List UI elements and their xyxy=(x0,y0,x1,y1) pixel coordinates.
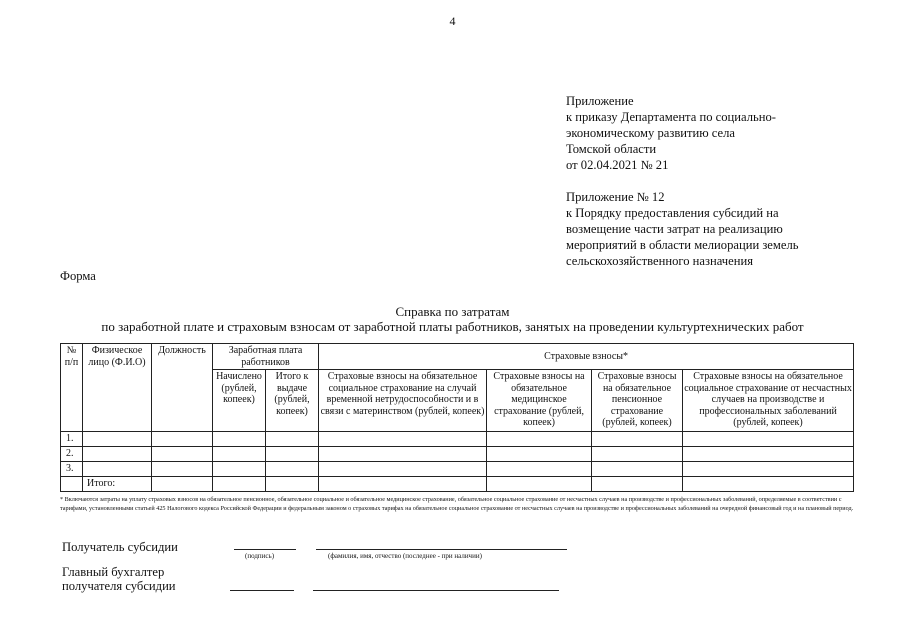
table-cell xyxy=(213,447,266,462)
table-cell xyxy=(487,462,592,477)
table-row xyxy=(61,432,854,447)
appendix-procedure-block xyxy=(566,189,798,269)
subheader-temp-disability: Страховые взносы на обязательное социальное страхование на случай временной нетрудоспособности и в связи с материнством (рублей, копеек) xyxy=(319,370,487,432)
table-cell xyxy=(266,432,319,447)
table-cell xyxy=(213,432,266,447)
row-number: 3. xyxy=(61,462,83,477)
table-cell xyxy=(592,447,683,462)
appendix-order-line: к приказу Департамента по социально- xyxy=(566,110,776,124)
table-cell xyxy=(266,447,319,462)
table-row xyxy=(61,447,854,462)
table-cell xyxy=(152,477,213,492)
footnote: * Включаются затраты на уплату страховых взносов на обязательное пенсионное, обязательное социальное и обязательное медицинское страхование, обязательное социальное страхование от несчастных случаев на производстве и профессиональных заболеваний, определяемые в соответствии с тарифами, установленными статьей 425 Налогового кодекса Российской Федерации и федеральным законом о страховых тарифах на обязательное социальное страхование от несчастных случаев на производстве и профессиональных заболеваний на очередной финансовый год и на плановый период. xyxy=(60,496,854,512)
recipient-name-line xyxy=(316,549,567,550)
table-cell xyxy=(213,477,266,492)
appendix-order-block xyxy=(566,93,776,173)
table-cell xyxy=(152,462,213,477)
appendix-order-line: Приложение xyxy=(566,94,634,108)
table-cell xyxy=(319,462,487,477)
appendix-order-line: экономическому развитию села xyxy=(566,126,736,140)
table-cell xyxy=(266,477,319,492)
table-cell xyxy=(683,447,854,462)
table-cell xyxy=(592,477,683,492)
name-caption: (фамилия, имя, отчество (последнее - при наличии) xyxy=(328,552,482,560)
table-cell xyxy=(83,462,152,477)
table-cell xyxy=(683,477,854,492)
appendix-procedure-line: Приложение № 12 xyxy=(566,190,665,204)
table-cell xyxy=(83,447,152,462)
table-cell xyxy=(319,447,487,462)
appendix-procedure-line: сельскохозяйственного назначения xyxy=(566,254,753,268)
document-title: Справка по затратам xyxy=(395,304,510,319)
table-cell xyxy=(592,462,683,477)
appendix-procedure-line: возмещение части затрат на реализацию xyxy=(566,222,783,236)
row-number: 2. xyxy=(61,447,83,462)
row-number: 1. xyxy=(61,432,83,447)
appendix-order-line: Томской области xyxy=(566,142,657,156)
subheader-accrued: Начислено (рублей, копеек) xyxy=(213,370,266,432)
table-cell xyxy=(319,432,487,447)
accountant-signature-line xyxy=(230,590,294,591)
header-salary: Заработная плата работников xyxy=(213,344,319,370)
expenses-table xyxy=(60,343,854,492)
accountant-label-line1: Главный бухгалтер xyxy=(62,565,165,579)
appendix-procedure-line: мероприятий в области мелиорации земель xyxy=(566,238,799,252)
subheader-pension: Страховые взносы на обязательное пенсионное страхование (рублей, копеек) xyxy=(592,370,683,432)
table-row xyxy=(61,462,854,477)
header-person: Физическое лицо (Ф.И.О) xyxy=(83,344,152,432)
recipient-signature-line xyxy=(234,549,296,550)
header-insurance: Страховые взносы* xyxy=(319,344,854,370)
table-cell xyxy=(83,432,152,447)
table-cell xyxy=(683,462,854,477)
subheader-medical: Страховые взносы на обязательное медицинское страхование (рублей, копеек) xyxy=(487,370,592,432)
accountant-name-line xyxy=(313,590,559,591)
total-row xyxy=(61,477,854,492)
table-cell xyxy=(592,432,683,447)
table-cell xyxy=(266,462,319,477)
header-position: Должность xyxy=(152,344,213,432)
recipient-label: Получатель субсидии xyxy=(62,540,178,554)
appendix-procedure-line: к Порядку предоставления субсидий на xyxy=(566,206,779,220)
table-cell xyxy=(152,432,213,447)
table-cell xyxy=(152,447,213,462)
table-cell xyxy=(487,432,592,447)
total-label: Итого: xyxy=(83,477,152,492)
table-cell xyxy=(61,477,83,492)
table-cell xyxy=(213,462,266,477)
accountant-label-line2: получателя субсидии xyxy=(62,579,176,593)
header-num: № п/п xyxy=(61,344,83,432)
document-subtitle: по заработной плате и страховым взносам от заработной платы работников, занятых на проведении культуртехнических работ xyxy=(101,319,804,334)
subheader-accident: Страховые взносы на обязательное социальное страхование от несчастных случаев на производстве и профессиональных заболеваний (рублей, копеек) xyxy=(683,370,854,432)
subheader-paid: Итого к выдаче (рублей, копеек) xyxy=(266,370,319,432)
table-cell xyxy=(487,477,592,492)
table-cell xyxy=(487,447,592,462)
table-cell xyxy=(683,432,854,447)
page-number: 4 xyxy=(449,14,456,28)
appendix-order-line: от 02.04.2021 № 21 xyxy=(566,158,669,172)
form-label: Форма xyxy=(60,269,96,283)
signature-caption: (подпись) xyxy=(245,552,275,560)
header-row xyxy=(61,344,854,370)
table-cell xyxy=(319,477,487,492)
